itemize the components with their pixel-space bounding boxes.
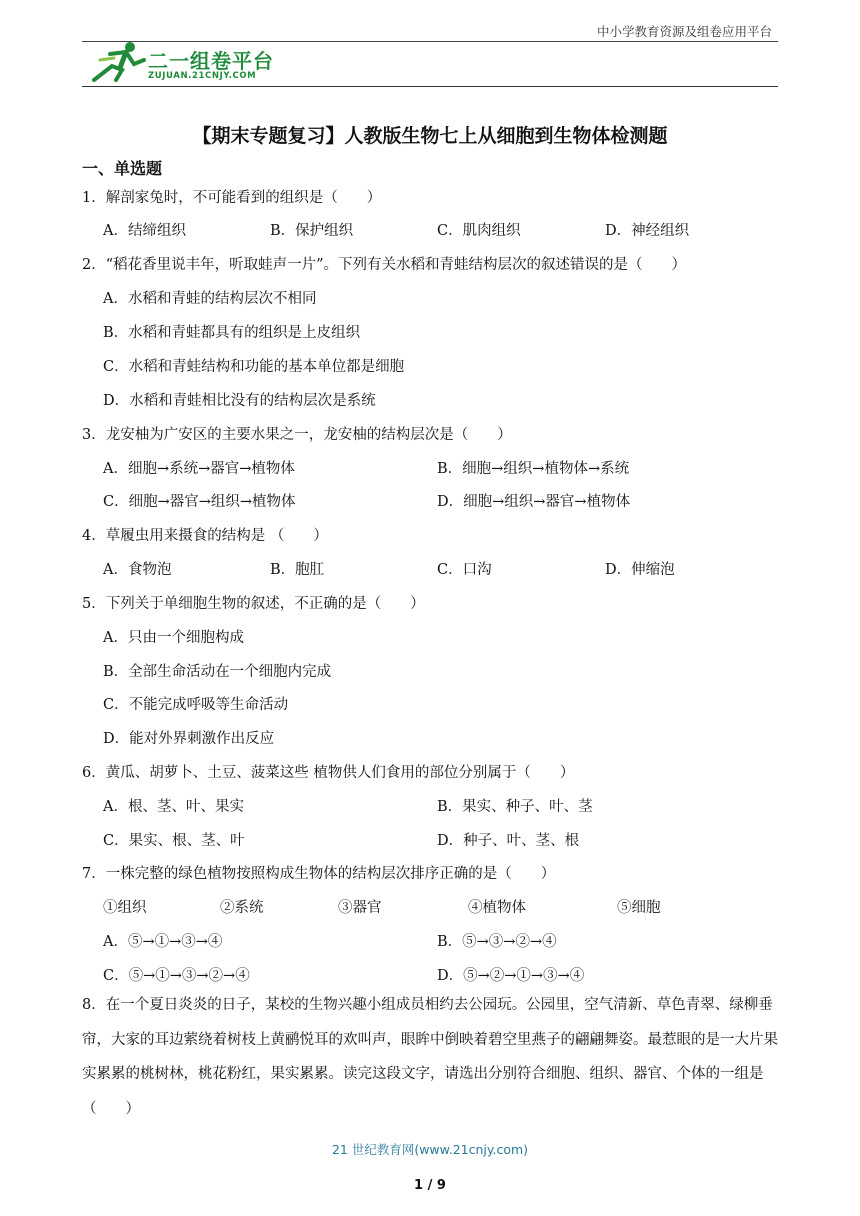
question-2-stem: 2．“稻花香里说丰年，听取蛙声一片”。下列有关水稻和青蛙结构层次的叙述错误的是（ ） (82, 257, 687, 273)
q7-option-b: B．⑤→③→②→④ (437, 934, 557, 950)
logo-subtitle: ZUJUAN.21CNJY.COM (148, 71, 257, 81)
q1-option-d: D．神经组织 (605, 223, 690, 239)
q2-option-d: D．水稻和青蛙相比没有的结构层次是系统 (103, 393, 376, 409)
q6-option-b: B．果实、种子、叶、茎 (437, 799, 593, 815)
section-heading: 一、单选题 (82, 159, 163, 178)
page-title: 【期末专题复习】人教版生物七上从细胞到生物体检测题 (192, 125, 668, 147)
q3-option-a: A．细胞→系统→器官→植物体 (103, 461, 295, 477)
question-3-stem: 3．龙安柚为广安区的主要水果之一，龙安柚的结构层次是（ ） (82, 427, 512, 443)
q6-option-c: C．果实、根、茎、叶 (103, 833, 245, 849)
q5-option-d: D．能对外界刺激作出反应 (103, 731, 275, 747)
question-6-stem: 6．黄瓜、胡萝卜、土豆、菠菜这些 植物供人们食用的部位分别属于（ ） (82, 765, 575, 781)
header-bottom-divider (82, 86, 778, 87)
q7-option-a: A．⑤→①→③→④ (103, 934, 223, 950)
question-8-stem: 8．在一个夏日炎炎的日子，某校的生物兴趣小组成员相约去公园玩。公园里，空气清新、草色青翠、绿柳垂帘，大家的耳边萦绕着树枝上黄鹂悦耳的欢叫声，眼眸中倒映着碧空里燕子的翩翩舞姿。最惹眼的是一大片果实累累的桃树林，桃花粉红，果实累累。读完这段文字，请选出分别符合细胞、组织、器官、个体的一组是（ ） (82, 997, 778, 1117)
page-number: 1 / 9 (414, 1178, 446, 1193)
q5-option-b: B．全部生命活动在一个细胞内完成 (103, 664, 332, 680)
q4-option-c: C．口沟 (437, 562, 492, 578)
q6-option-a: A．根、茎、叶、果实 (103, 799, 244, 815)
q7-item: ③器官 (338, 900, 382, 916)
q7-option-c: C．⑤→①→③→②→④ (103, 968, 250, 984)
q1-option-b: B．保护组织 (270, 223, 354, 239)
q1-option-c: C．肌肉组织 (437, 223, 521, 239)
q4-option-d: D．伸缩泡 (605, 562, 675, 578)
q7-item: ④植物体 (468, 900, 526, 916)
question-4-stem: 4．草履虫用来摄食的结构是 （ ） (82, 528, 328, 544)
q3-option-c: C．细胞→器官→组织→植物体 (103, 494, 296, 510)
q2-option-c: C．水稻和青蛙结构和功能的基本单位都是细胞 (103, 359, 405, 375)
q3-option-b: B．细胞→组织→植物体→系统 (437, 461, 630, 477)
q7-option-d: D．⑤→②→①→③→④ (437, 968, 585, 984)
logo-text: 二一组卷平台 (148, 49, 274, 73)
question-1-stem: 1．解剖家兔时，不可能看到的组织是（ ） (82, 190, 382, 206)
q1-option-a: A．结缔组织 (103, 223, 186, 239)
q6-option-d: D．种子、叶、茎、根 (437, 833, 580, 849)
question-5-stem: 5．下列关于单细胞生物的叙述，不正确的是（ ） (82, 596, 425, 612)
q3-option-d: D．细胞→组织→器官→植物体 (437, 494, 631, 510)
q4-option-a: A．食物泡 (103, 562, 172, 578)
q7-item: ②系统 (220, 900, 264, 916)
q4-option-b: B．胞肛 (270, 562, 325, 578)
q2-option-a: A．水稻和青蛙的结构层次不相同 (103, 291, 317, 307)
q5-option-a: A．只由一个细胞构成 (103, 630, 244, 646)
platform-name: 中小学教育资源及组卷应用平台 (596, 24, 772, 39)
q7-item: ⑤细胞 (617, 900, 661, 916)
q2-option-b: B．水稻和青蛙都具有的组织是上皮组织 (103, 325, 361, 341)
q7-item: ①组织 (103, 900, 147, 916)
footer-site-link[interactable]: 21 世纪教育网(www.21cnjy.com) (331, 1142, 529, 1157)
q5-option-c: C．不能完成呼吸等生命活动 (103, 697, 289, 713)
question-7-stem: 7．一株完整的绿色植物按照构成生物体的结构层次排序正确的是（ ） (82, 866, 556, 882)
